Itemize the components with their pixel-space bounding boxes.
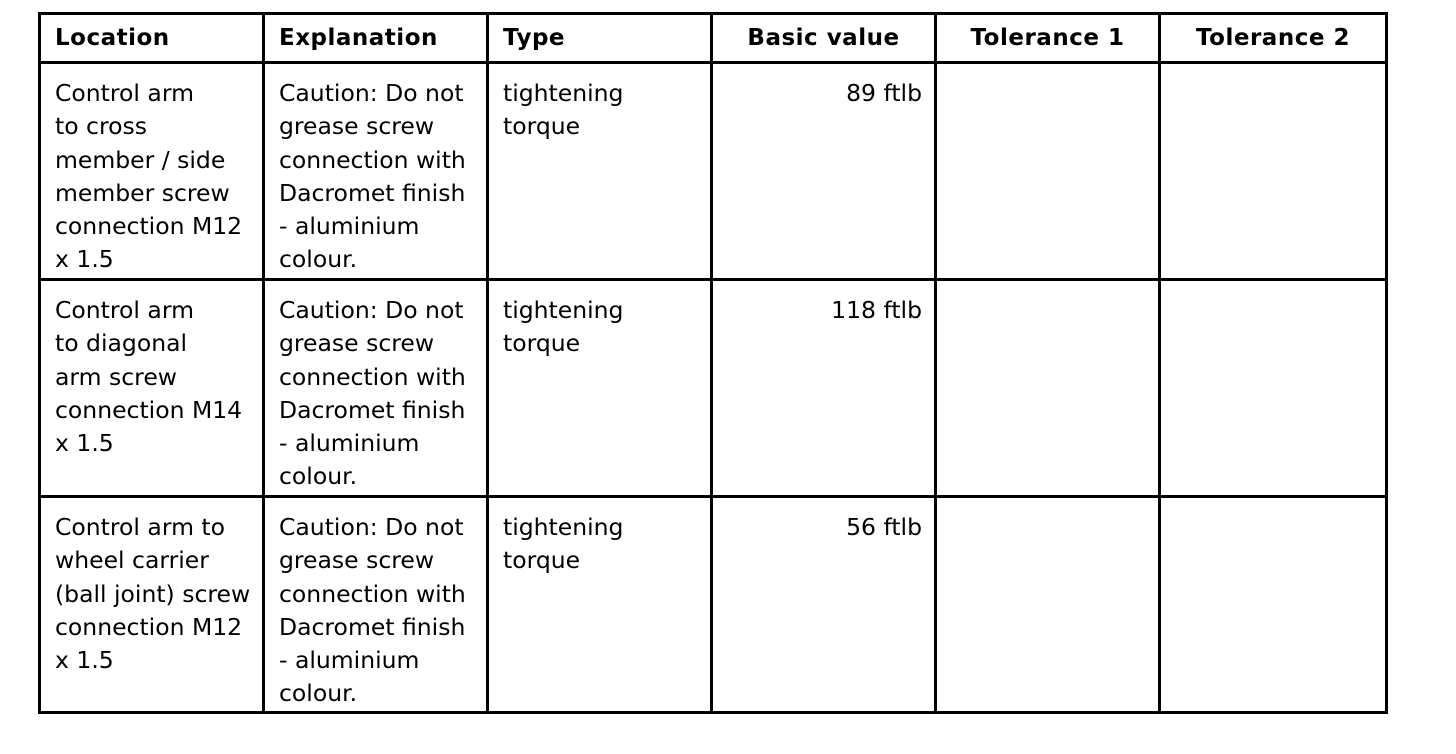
cell-tolerance-2: [1160, 497, 1387, 713]
cell-tolerance-2: [1160, 280, 1387, 497]
table-row: [40, 497, 1387, 713]
table-row: [40, 280, 1387, 497]
table-row: [40, 63, 1387, 280]
cell-tolerance-1: [936, 63, 1160, 280]
cell-type: tightening torque: [488, 497, 712, 713]
header-type: Type: [488, 14, 712, 63]
cell-tolerance-1: [936, 280, 1160, 497]
cell-location: Control arm to cross member / side member screw connection M12 x 1.5: [40, 63, 264, 280]
cell-location: Control arm to wheel carrier (ball joint) screw connection M12 x 1.5: [40, 497, 264, 713]
cell-location: Control arm to diagonal arm screw connection M14 x 1.5: [40, 280, 264, 497]
cell-tolerance-1: [936, 497, 1160, 713]
header-location: Location: [40, 14, 264, 63]
header-row: [40, 14, 1387, 63]
header-explanation: Explanation: [264, 14, 488, 63]
cell-tolerance-2: [1160, 63, 1387, 280]
header-tolerance-1: Tolerance 1: [936, 14, 1160, 63]
cell-explanation: Caution: Do not grease screw connection with Dacromet finish - aluminium colour.: [264, 63, 488, 280]
header-tolerance-2: Tolerance 2: [1160, 14, 1387, 63]
cell-basic-value: 118 ftlb: [712, 280, 936, 497]
table-body: [40, 63, 1387, 713]
cell-basic-value: 89 ftlb: [712, 63, 936, 280]
cell-type: tightening torque: [488, 63, 712, 280]
cell-type: tightening torque: [488, 280, 712, 497]
cell-basic-value: 56 ftlb: [712, 497, 936, 713]
cell-explanation: Caution: Do not grease screw connection with Dacromet finish - aluminium colour.: [264, 280, 488, 497]
cell-explanation: Caution: Do not grease screw connection with Dacromet finish - aluminium colour.: [264, 497, 488, 713]
header-basic-value: Basic value: [712, 14, 936, 63]
torque-spec-table: [38, 12, 1388, 714]
table-header: [40, 14, 1387, 63]
